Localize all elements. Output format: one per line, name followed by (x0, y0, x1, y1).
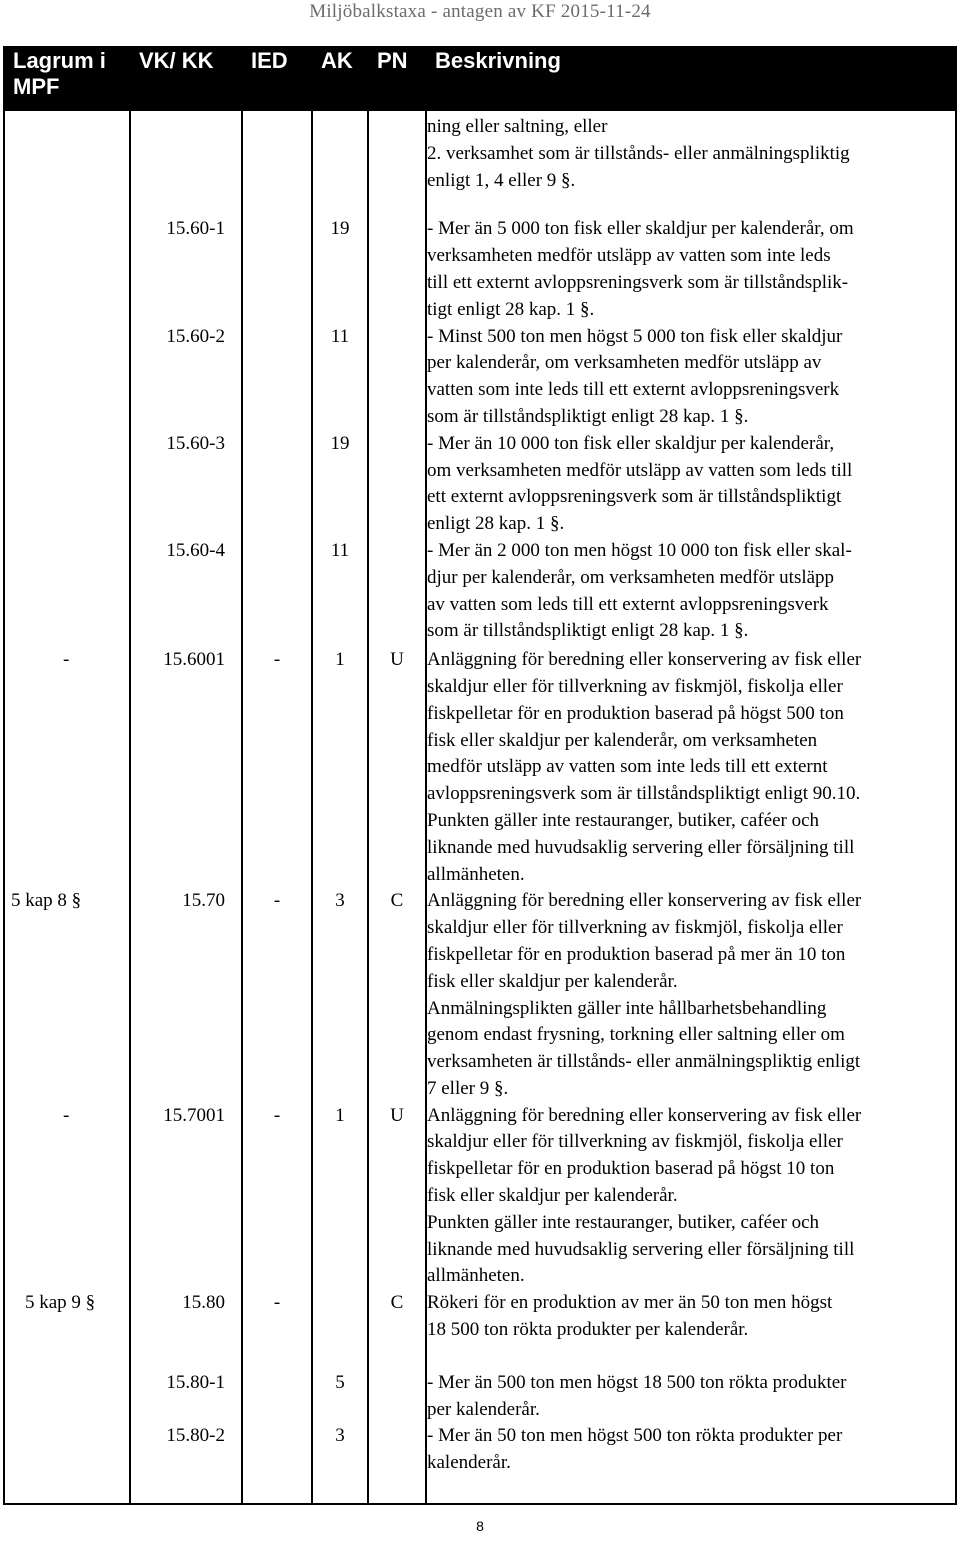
table-row-continuation (4, 111, 956, 216)
row-vk-code: 15.7001 (130, 1103, 242, 1291)
table-row-15-7001 (4, 1103, 956, 1291)
page-header-title: Miljöbalkstaxa - antagen av KF 2015-11-24 (309, 1, 651, 22)
table-row-sub-15-80 (4, 1370, 956, 1504)
row-lagrum: 5 kap 9 § (4, 1290, 130, 1370)
row-ied: - (242, 1290, 312, 1370)
table-row-15-70 (4, 888, 956, 1102)
col-header-lagrum: Lagrum i MPF (4, 47, 130, 111)
row-ied: - (242, 1103, 312, 1291)
row-ak (312, 1290, 368, 1370)
table-header-row (4, 47, 956, 111)
row-ak: 1 (312, 647, 368, 888)
row-description: Anläggning för beredning eller konservering av fisk eller skaldjur eller för tillverkning av fiskmjöl, fiskolja eller fiskpelletar för en produktion baserad på högst 500 ton fisk eller skaldjur per kalenderår, om verksamheten medför utsläpp av vatten som inte leds till ett externt avloppsreningsverk som är tillståndspliktigt enligt 90.10. Punkten gäller inte restauranger, butiker, caféer och liknande med huvudsaklig servering eller försäljning till allmänheten. (426, 647, 956, 888)
row-description: Anläggning för beredning eller konservering av fisk eller skaldjur eller för tillverkning av fiskmjöl, fiskolja eller fiskpelletar för en produktion baserad på högst 10 ton fisk eller skaldjur per kalenderår. Punkten gäller inte restauranger, butiker, caféer och liknande med huvudsaklig servering eller försäljning till allmänheten. (426, 1103, 956, 1291)
table-row-sub-15-60 (4, 216, 956, 647)
row-ied: - (242, 647, 312, 888)
row-description: Rökeri för en produktion av mer än 50 ton men högst 18 500 ton rökta produkter per kalenderår. (426, 1290, 956, 1370)
row-pn: U (368, 647, 426, 888)
col-header-ak: AK (312, 47, 368, 111)
row-ak-list: 5 3 (312, 1370, 368, 1504)
row-lagrum: 5 kap 8 § (4, 888, 130, 1102)
table-row-15-6001 (4, 647, 956, 888)
row-description: - Mer än 500 ton men högst 18 500 ton rökta produkter per kalenderår. - Mer än 50 ton men högst 500 ton rökta produkter per kalenderår. (426, 1370, 956, 1504)
col-header-pn: PN (368, 47, 426, 111)
taxa-table (3, 46, 957, 1505)
row-lagrum: - (4, 1103, 130, 1291)
row-vk-code: 15.80 (130, 1290, 242, 1370)
col-header-vk-kk: VK/ KK (130, 47, 242, 111)
row-ak-list: 19 11 19 11 (312, 216, 368, 647)
row-vk-code: 15.70 (130, 888, 242, 1102)
row-ak: 3 (312, 888, 368, 1102)
row-vk-code: 15.6001 (130, 647, 242, 888)
page-number: 8 (476, 1518, 484, 1534)
row-description: ning eller saltning, eller 2. verksamhet som är tillstånds- eller anmälningspliktig enligt 1, 4 eller 9 §. (426, 111, 956, 216)
table-row-15-80 (4, 1290, 956, 1370)
row-description: - Mer än 5 000 ton fisk eller skaldjur per kalenderår, om verksamheten medför utsläpp av vatten som inte leds till ett externt avloppsreningsverk som är tillståndsplik- tigt enligt 28 kap. 1 §. - Minst 500 ton men högst 5 000 ton fisk eller skaldjur per kalenderår, om verksamheten medför utsläpp av vatten som inte leds till ett externt avloppsreningsverk som är tillståndspliktigt enligt 28 kap. 1 §. - Mer än 10 000 ton fisk eller skaldjur per kalenderår, om verksamheten medför utsläpp av vatten som leds till ett externt avloppsreningsverk som är tillståndspliktigt enligt 28 kap. 1 §. - Mer än 2 000 ton men högst 10 000 ton fisk eller skal- djur per kalenderår, om verksamheten medför utsläpp av vatten som leds till ett externt avloppsreningsverk som är tillståndspliktigt enligt 28 kap. 1 §. (426, 216, 956, 647)
row-pn: U (368, 1103, 426, 1291)
row-ied: - (242, 888, 312, 1102)
row-vk-code-list: 15.60-1 15.60-2 15.60-3 15.60-4 (130, 216, 242, 647)
row-ak: 1 (312, 1103, 368, 1291)
row-lagrum: - (4, 647, 130, 888)
row-pn: C (368, 1290, 426, 1370)
row-description: Anläggning för beredning eller konservering av fisk eller skaldjur eller för tillverkning av fiskmjöl, fiskolja eller fiskpelletar för en produktion baserad på mer än 10 ton fisk eller skaldjur per kalenderår. Anmälningsplikten gäller inte hållbarhetsbehandling genom endast frysning, torkning eller saltning eller om verksamheten är tillstånds- eller anmälningspliktig enligt 7 eller 9 §. (426, 888, 956, 1102)
col-header-beskrivning: Beskrivning (426, 47, 956, 111)
col-header-ied: IED (242, 47, 312, 111)
row-pn: C (368, 888, 426, 1102)
row-vk-code-list: 15.80-1 15.80-2 (130, 1370, 242, 1504)
